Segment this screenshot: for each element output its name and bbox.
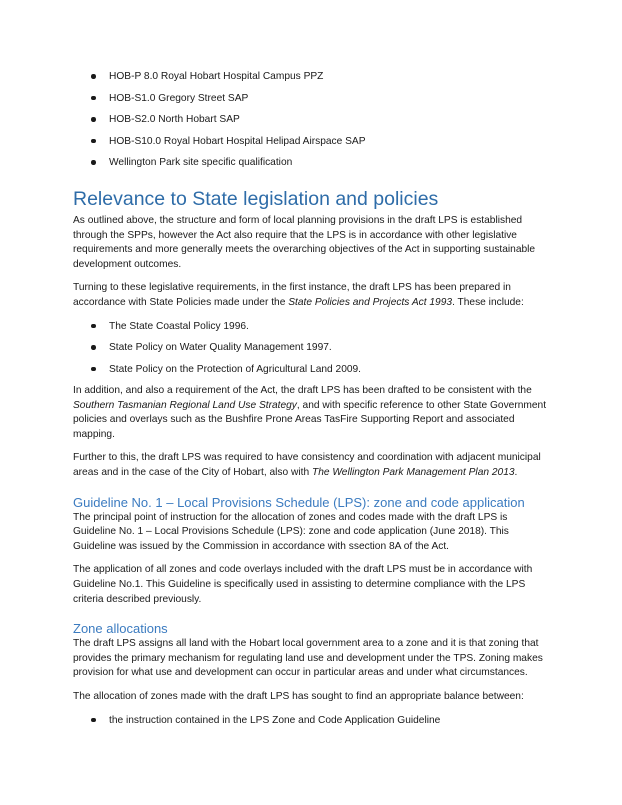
paragraph: The application of all zones and code overlays included with the draft LPS must be in accordance with Guideline No.1. This Guideline is specifically used in assisting to determine compliance with the LPS criteria described previously. <box>73 564 533 605</box>
section-heading-relevance: Relevance to State legislation and policies <box>73 188 439 210</box>
list-item: State Policy on the Protection of Agricultural Land 2009. <box>73 363 551 376</box>
page-content <box>73 70 551 735</box>
list-item: HOB-S2.0 North Hobart SAP <box>73 113 551 126</box>
policy-list <box>73 320 551 376</box>
list-item: Wellington Park site specific qualification <box>73 156 551 169</box>
paragraph: In addition, and also a requirement of the Act, the draft LPS has been drafted to be consistent with the Southern Tasmanian Regional Land Use Strategy, and with specific reference to other State Government policies and overlays such as the Bushfire Prone Areas TasFire Supporting Report and associated mapping. <box>73 385 547 440</box>
list-item: HOB-S1.0 Gregory Street SAP <box>73 92 551 105</box>
strategy-title: Southern Tasmanian Regional Land Use Strategy <box>73 399 297 411</box>
paragraph: Turning to these legislative requirements, in the first instance, the draft LPS has been prepared in accordance with State Policies made under the State Policies and Projects Act 1993. These include: <box>73 282 524 308</box>
paragraph: The draft LPS assigns all land with the Hobart local government area to a zone and it is that zoning that provides the primary mechanism for regulating land use and development under the TPS. Zoning makes provision for what use and development can occur in particular areas and under what circumstances. <box>73 638 543 679</box>
plan-title: The Wellington Park Management Plan 2013 <box>311 467 515 479</box>
list-item: State Policy on Water Quality Management 1997. <box>73 341 551 354</box>
section-heading-guideline: Guideline No. 1 – Local Provisions Schedule (LPS): zone and code application <box>73 494 525 510</box>
list-item: the instruction contained in the LPS Zone and Code Application Guideline <box>73 714 551 727</box>
paragraph: Further to this, the draft LPS was required to have consistency and coordination with adjacent municipal areas and in the case of the City of Hobart, also with The Wellington Park Management Plan 2013. <box>73 452 541 479</box>
list-item: The State Coastal Policy 1996. <box>73 320 551 333</box>
act-title: State Policies and Projects Act 1993 <box>288 296 453 308</box>
paragraph: The allocation of zones made with the draft LPS has sought to find an appropriate balance between: <box>73 690 524 702</box>
balance-list <box>73 714 551 727</box>
list-item: HOB-P 8.0 Royal Hobart Hospital Campus PPZ <box>73 70 551 83</box>
paragraph: The principal point of instruction for the allocation of zones and codes made with the draft LPS is Guideline No. 1 – Local Provisions Schedule (LPS): zone and code application (June 2018). This Guideline was issued by the Commission in accordance with ssection 8A of the Act. <box>73 511 509 552</box>
list-item: HOB-S10.0 Royal Hobart Hospital Helipad Airspace SAP <box>73 135 551 148</box>
overlay-list <box>73 70 551 169</box>
section-heading-zones: Zone allocations <box>73 621 168 637</box>
paragraph: As outlined above, the structure and form of local planning provisions in the draft LPS is established through the SPPs, however the Act also require that the LPS is in accordance with other legislative requirements and more generally meets the overarching objectives of the Act in supporting sustainable development outcomes. <box>73 215 536 270</box>
